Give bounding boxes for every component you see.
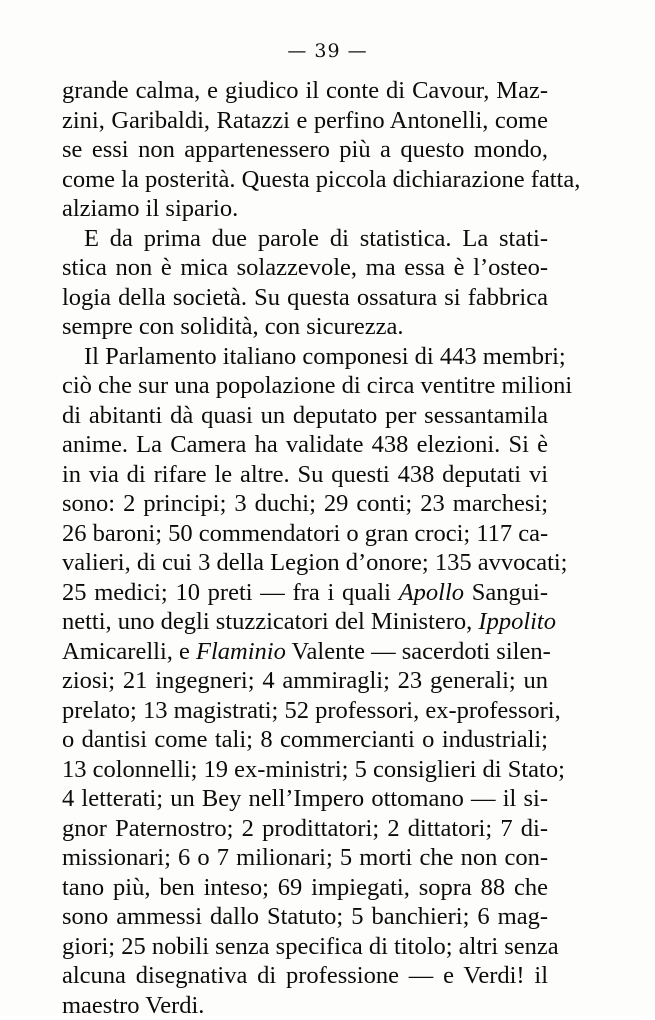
text-segment: Sangui- xyxy=(464,579,548,606)
text-line: maestro Verdi. xyxy=(62,991,548,1020)
text-line: valieri, di cui 3 della Legion d’onore; 135 avvocati; xyxy=(62,548,548,578)
text-segment: 25 medici; 10 preti — fra i quali xyxy=(62,579,399,606)
text-line: come la posterità. Questa piccola dichiarazione fatta, xyxy=(62,165,548,195)
text-line: grande calma, e giudico il conte di Cavour, Maz- xyxy=(62,76,548,106)
text-line: sono ammessi dallo Statuto; 5 banchieri; 6 mag- xyxy=(62,902,548,932)
text-line: ziosi; 21 ingegneri; 4 ammiragli; 23 generali; un xyxy=(62,666,548,696)
text-line: prelato; 13 magistrati; 52 professori, ex-professori, xyxy=(62,696,548,726)
page-number: — 39 — xyxy=(0,40,655,62)
italic-name-apollo: Apollo xyxy=(399,579,464,606)
text-line: missionari; 6 o 7 milionari; 5 morti che non con- xyxy=(62,843,548,873)
text-line: sono: 2 principi; 3 duchi; 29 conti; 23 marchesi; xyxy=(62,489,548,519)
text-segment: Valente — sacerdoti silen- xyxy=(286,638,551,665)
italic-name-ippolito: Ippolito xyxy=(478,608,556,635)
text-line: di abitanti dà quasi un deputato per sessantamila xyxy=(62,401,548,431)
text-line-mixed xyxy=(62,637,548,667)
text-line-mixed xyxy=(62,578,548,608)
text-line: in via di rifare le altre. Su questi 438 deputati vi xyxy=(62,460,548,490)
text-line: sempre con solidità, con sicurezza. xyxy=(62,312,548,342)
text-line: zini, Garibaldi, Ratazzi e perfino Antonelli, come xyxy=(62,106,548,136)
text-line: gnor Paternostro; 2 prodittatori; 2 dittatori; 7 di- xyxy=(62,814,548,844)
text-line: 4 letterati; un Bey nell’Impero ottomano — il si- xyxy=(62,784,548,814)
text-line: E da prima due parole di statistica. La stati- xyxy=(62,224,548,254)
text-segment: Amicarelli, e xyxy=(62,638,196,665)
text-line: o dantisi come tali; 8 commercianti o industriali; xyxy=(62,725,548,755)
text-line: 26 baroni; 50 commendatori o gran croci; 117 ca- xyxy=(62,519,548,549)
text-line: stica non è mica solazzevole, ma essa è l’osteo- xyxy=(62,253,548,283)
text-line: ciò che sur una popolazione di circa ventitre milioni xyxy=(62,371,548,401)
text-line: giori; 25 nobili senza specifica di titolo; altri senza xyxy=(62,932,548,962)
text-line: logia della società. Su questa ossatura si fabbrica xyxy=(62,283,548,313)
text-line-mixed xyxy=(62,607,548,637)
text-segment: netti, uno degli stuzzicatori del Ministero, xyxy=(62,608,478,635)
text-line: tano più, ben inteso; 69 impiegati, sopra 88 che xyxy=(62,873,548,903)
text-line: alcuna disegnativa di professione — e Verdi! il xyxy=(62,961,548,991)
text-line: anime. La Camera ha validate 438 elezioni. Si è xyxy=(62,430,548,460)
text-line: 13 colonnelli; 19 ex-ministri; 5 consiglieri di Stato; xyxy=(62,755,548,785)
text-line: Il Parlamento italiano componesi di 443 membri; xyxy=(62,342,548,372)
text-line: alziamo il sipario. xyxy=(62,194,548,224)
italic-name-flaminio: Flaminio xyxy=(196,638,286,665)
text-line: se essi non appartenessero più a questo mondo, xyxy=(62,135,548,165)
body-text xyxy=(62,76,548,1020)
